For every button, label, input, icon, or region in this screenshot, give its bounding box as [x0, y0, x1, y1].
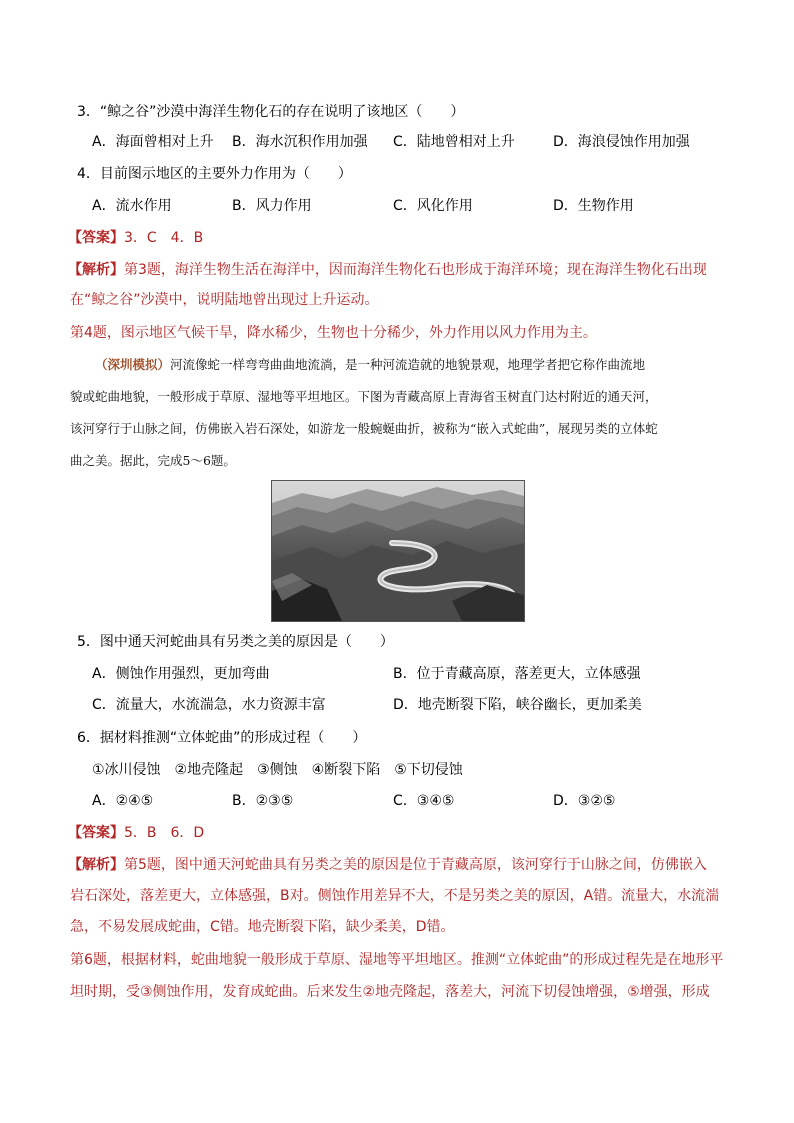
question-3-option-b: B．海水沉积作用加强 [232, 134, 368, 150]
material-text: 河流像蛇一样弯弯曲曲地流淌，是一种河流造就的地貌景观，地理学者把它称作曲流地 [170, 357, 646, 372]
analysis-2-line-2: 岩石深处，落差更大，立体感强，B对。侧蚀作用差异不大，不是另类之美的原因，A错。流量大，水流湍 [70, 888, 720, 904]
answer-label: 【答案】 [68, 230, 124, 246]
question-4-option-d: D．生物作用 [553, 198, 634, 214]
material-line-1 [95, 355, 645, 375]
question-6-option-d: D．③②⑤ [553, 793, 616, 809]
question-3-option-a: A．海面曾相对上升 [92, 134, 214, 150]
question-6-stem: 6．据材料推测“立体蛇曲”的形成过程（ ） [77, 730, 367, 746]
question-6-option-c: C．③④⑤ [393, 793, 455, 809]
answer-text: 5．B 6．D [124, 825, 205, 841]
question-3-option-d: D．海浪侵蚀作用加强 [553, 134, 690, 150]
answer-block-1 [68, 228, 203, 248]
question-4-option-c: C．风化作用 [393, 198, 473, 214]
question-5-option-b: B．位于青藏高原，落差更大，立体感强 [393, 666, 641, 682]
question-6-option-b: B．②③⑤ [232, 793, 294, 809]
river-meander-photo [271, 480, 525, 622]
analysis-label: 【解析】 [68, 857, 124, 873]
question-5-option-d: D．地壳断裂下陷，峡谷幽长，更加柔美 [393, 697, 642, 713]
analysis-2-line-5: 坦时期，受③侧蚀作用，发育成蛇曲。后来发生②地壳隆起，落差大，河流下切侵蚀增强，⑤增强，形成 [70, 984, 710, 1000]
analysis-2-line-3: 急，不易发展成蛇曲，C错。地壳断裂下陷，缺少柔美，D错。 [70, 919, 455, 935]
question-5-option-c: C．流量大，水流湍急，水力资源丰富 [92, 697, 326, 713]
question-4-option-a: A．流水作用 [92, 198, 172, 214]
question-6-option-a: A．②④⑤ [92, 793, 154, 809]
question-5-stem: 5．图中通天河蛇曲具有另类之美的原因是（ ） [77, 634, 394, 650]
answer-block-2 [68, 823, 204, 843]
question-3-stem: 3．“鲸之谷”沙漠中海洋生物化石的存在说明了该地区（ ） [77, 104, 465, 120]
analysis-2-line-1 [68, 855, 707, 875]
material-line-2: 貌或蛇曲地貌，一般形成于草原、湿地等平坦地区。下图为青藏高原上青海省玉树直门达村附近的通天河， [70, 389, 658, 404]
landscape-illustration [272, 481, 524, 621]
analysis-label: 【解析】 [68, 262, 124, 278]
question-4-stem: 4．目前图示地区的主要外力作用为（ ） [77, 166, 352, 182]
analysis-text: 第3题，海洋生物生活在海洋中，因而海洋生物化石也形成于海洋环境；现在海洋生物化石出现 [124, 262, 707, 278]
material-line-4: 曲之美。据此，完成5～6题。 [70, 453, 236, 468]
question-4-option-b: B．风力作用 [232, 198, 312, 214]
analysis-1-line-2: 在“鲸之谷”沙漠中，说明陆地曾出现过上升运动。 [70, 292, 379, 308]
question-3-option-c: C．陆地曾相对上升 [393, 134, 515, 150]
analysis-1-line-1 [68, 260, 707, 280]
answer-label: 【答案】 [68, 825, 124, 841]
material-line-3: 该河穿行于山脉之间，仿佛嵌入岩石深处，如游龙一般蜿蜒曲折，被称为“嵌入式蛇曲”，展现另类的立体蛇 [70, 421, 658, 436]
analysis-text: 第5题，图中通天河蛇曲具有另类之美的原因是位于青藏高原，该河穿行于山脉之间，仿佛嵌入 [124, 857, 707, 873]
answer-text: 3．C 4．B [124, 230, 204, 246]
question-5-option-a: A．侧蚀作用强烈，更加弯曲 [92, 666, 270, 682]
analysis-1-line-3: 第4题，图示地区气候干旱，降水稀少，生物也十分稀少，外力作用以风力作用为主。 [70, 325, 597, 341]
analysis-2-line-4: 第6题，根据材料，蛇曲地貌一般形成于草原、湿地等平坦地区。推测“立体蛇曲”的形成过程先是在地形平 [70, 952, 724, 968]
source-tag: （深圳模拟） [95, 357, 171, 372]
question-6-items: ①冰川侵蚀 ②地壳隆起 ③侧蚀 ④断裂下陷 ⑤下切侵蚀 [92, 762, 463, 778]
